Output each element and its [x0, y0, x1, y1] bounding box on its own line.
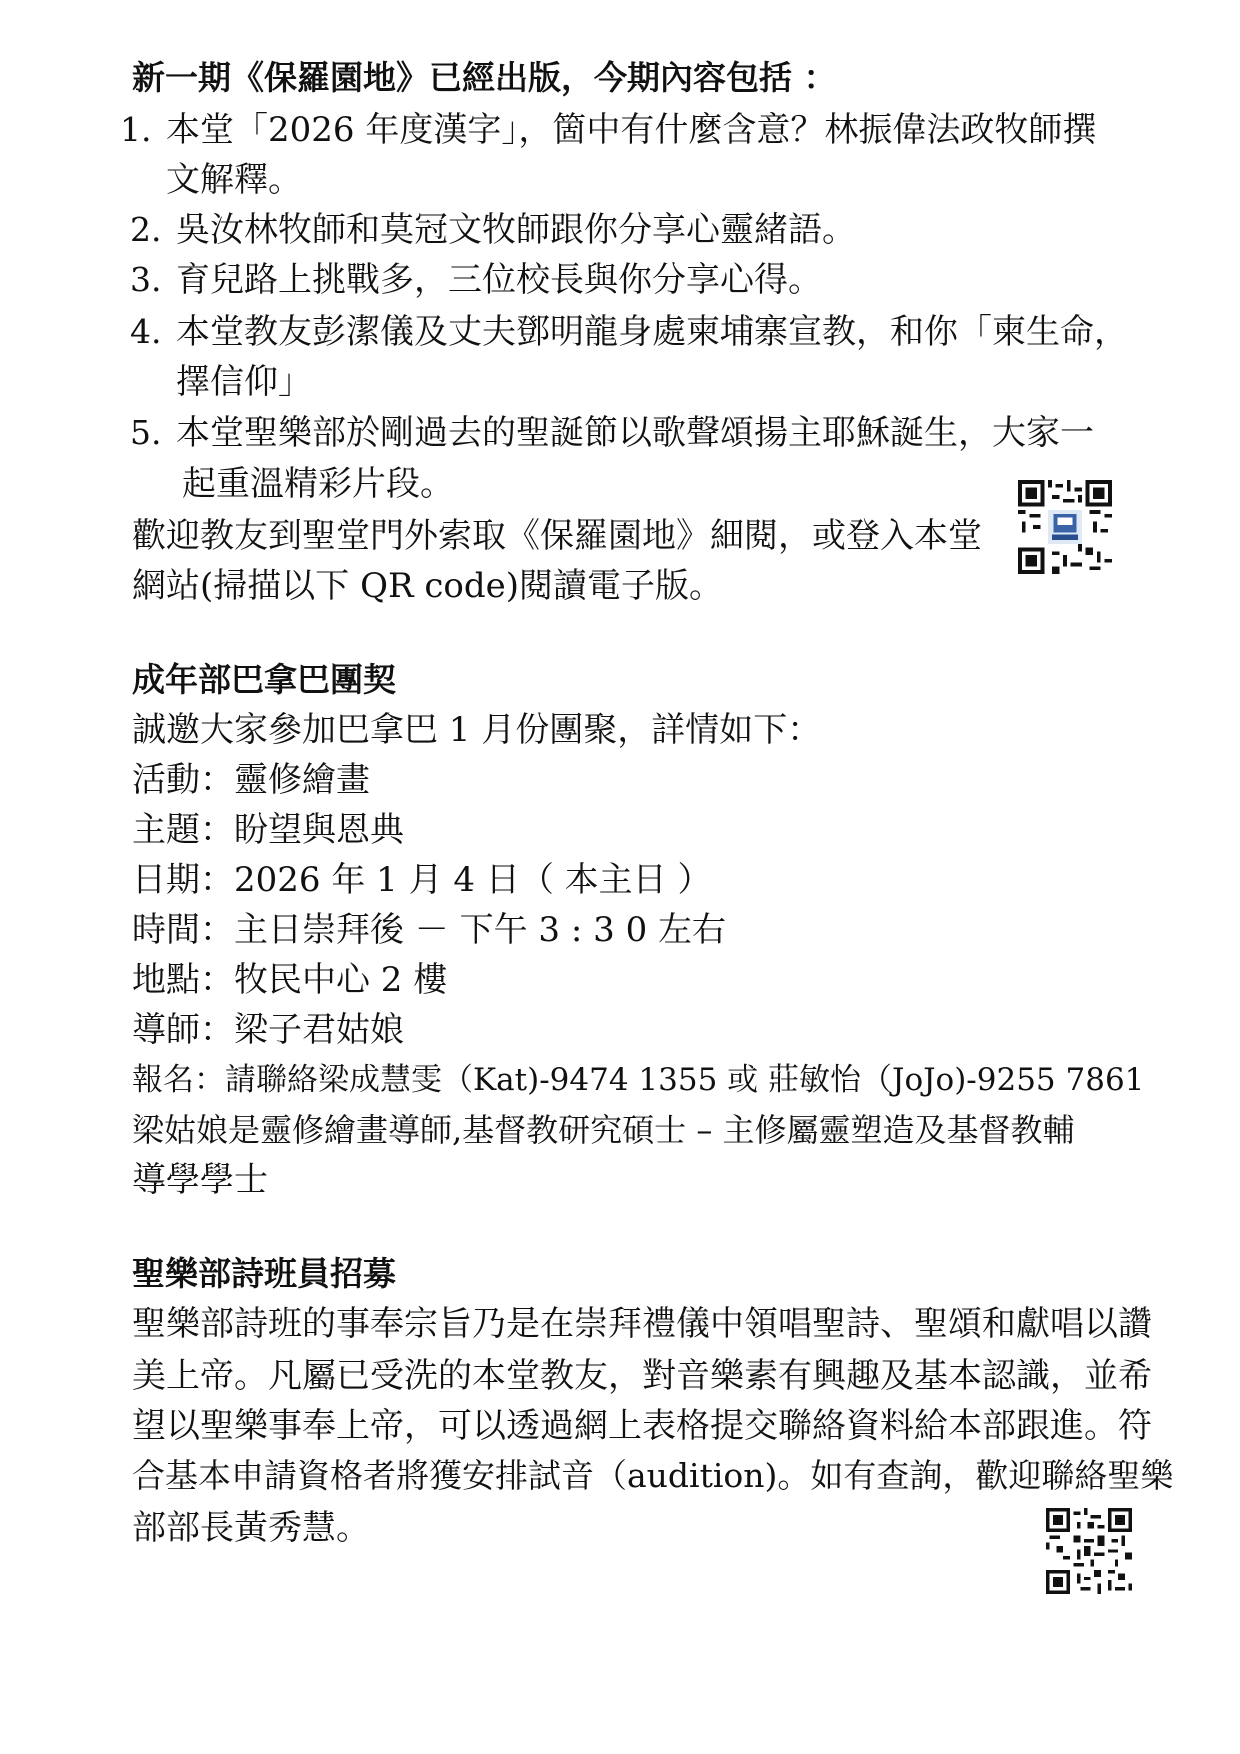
- body-text: 合基本申請資格者將獲安排試音（audition)。如有查詢，歡迎聯絡聖樂: [132, 1456, 1174, 1495]
- list-item-text: 育兒路上挑戰多，三位校長與你分享心得。: [176, 260, 822, 300]
- qr-code-icon[interactable]: [1046, 1508, 1132, 1594]
- body-text: 美上帝。凡屬已受洗的本堂教友，對音樂素有興趣及基本認識，並希: [132, 1356, 1152, 1396]
- detail-mentor: 導師：梁子君姑娘: [132, 1010, 404, 1050]
- list-item-text: 本堂教友彭潔儀及丈夫鄧明龍身處柬埔寨宣教，和你「柬生命，: [176, 312, 1128, 352]
- mentor-bio: 導學學士: [132, 1160, 268, 1200]
- list-item-text: 本堂聖樂部於剛過去的聖誕節以歌聲頌揚主耶穌誕生，大家一: [176, 413, 1094, 453]
- list-item-text: 本堂「2026 年度漢字」，箇中有什麼含意？林振偉法政牧師撰: [166, 110, 1097, 150]
- list-item-text: 擇信仰」: [176, 362, 312, 402]
- body-text: 望以聖樂事奉上帝，可以透過網上表格提交聯絡資料給本部跟進。符: [132, 1406, 1152, 1446]
- section-heading-choir-recruitment: 聖樂部詩班員招募: [132, 1254, 396, 1293]
- detail-date: 日期：2026 年 1 月 4 日（ 本主日 ）: [132, 860, 712, 900]
- body-text: 部部長黃秀慧。: [132, 1508, 370, 1548]
- section-heading-paul-garden: 新一期《保羅園地》已經出版，今期內容包括 ：: [132, 58, 837, 97]
- mentor-bio: 梁姑娘是靈修繪畫導師,基督教研究碩士 – 主修屬靈塑造及基督教輔: [132, 1111, 1075, 1149]
- section-heading-barnabas: 成年部巴拿巴團契: [132, 660, 396, 699]
- list-item-number: 1.: [120, 110, 152, 149]
- qr-code-graphic: [1046, 1508, 1132, 1594]
- list-item-text: 吳汝林牧師和莫冠文牧師跟你分享心靈緒語。: [176, 210, 856, 250]
- intro-text: 誠邀大家參加巴拿巴 1 月份團聚，詳情如下：: [132, 710, 822, 750]
- body-text: 聖樂部詩班的事奉宗旨乃是在崇拜禮儀中領唱聖詩、聖頌和獻唱以讚: [132, 1304, 1152, 1344]
- qr-code-graphic: [1018, 480, 1112, 574]
- list-item-number: 4.: [130, 312, 162, 351]
- list-item-number: 2.: [130, 210, 162, 249]
- list-item-number: 5.: [130, 413, 162, 452]
- detail-registration: 報名：請聯絡梁成慧雯（Kat)-9474 1355 或 莊敏怡（JoJo)-9255 7861: [132, 1062, 1145, 1098]
- qr-code-icon[interactable]: [1018, 480, 1112, 574]
- list-item-text: 起重溫精彩片段。: [182, 464, 454, 504]
- closing-text: 歡迎教友到聖堂門外索取《保羅園地》細閱，或登入本堂: [132, 516, 982, 556]
- detail-theme: 主題：盼望與恩典: [132, 810, 404, 850]
- list-item-text: 文解釋。: [166, 160, 302, 200]
- closing-text: 網站(掃描以下 QR code)閱讀電子版。: [132, 566, 724, 606]
- detail-activity: 活動：靈修繪畫: [132, 760, 370, 800]
- list-item-number: 3.: [130, 260, 162, 299]
- detail-location: 地點：牧民中心 2 樓: [132, 960, 448, 1000]
- detail-time: 時間：主日崇拜後 － 下午 3 : 3 0 左右: [132, 910, 727, 950]
